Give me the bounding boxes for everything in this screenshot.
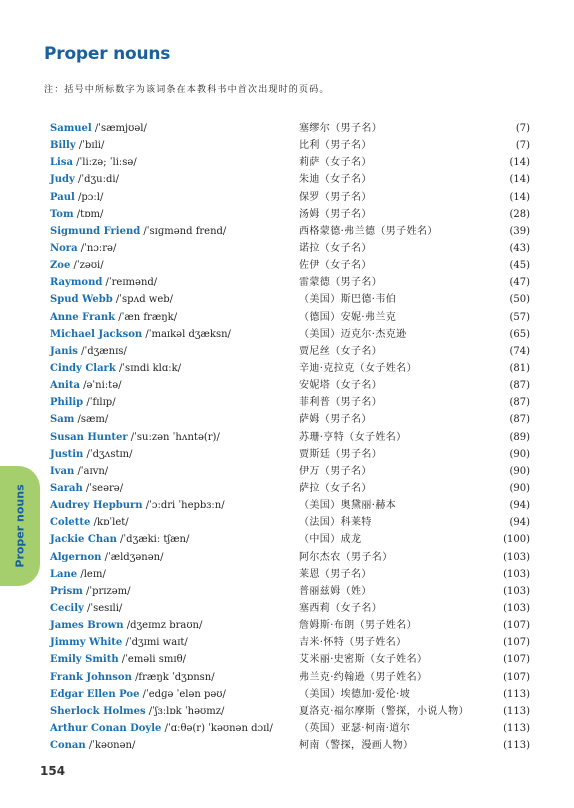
entry-name: Sigmund Friend: [50, 225, 141, 237]
entry-name: Conan: [50, 740, 86, 752]
entry-pronunciation: /ˈdʒækiː tʃæn/: [120, 534, 190, 546]
list-item: [50, 429, 530, 446]
entry-pronunciation: /dʒeɪmz braʊn/: [126, 620, 203, 632]
entry-page: (103): [503, 568, 530, 580]
entry-name: Sarah: [50, 482, 83, 494]
entry-page: (28): [509, 208, 530, 220]
entry-name: Lane: [50, 568, 78, 580]
entry-pronunciation: /ˈdʒuːdi/: [78, 174, 119, 186]
entry-chinese: 詹姆斯·布朗（男子姓名）: [299, 620, 417, 632]
entry-name: Spud Webb: [50, 294, 113, 306]
entry-name: Arthur Conan Doyle: [50, 722, 162, 734]
entry-name: Frank Johnson: [50, 671, 132, 683]
entry-pronunciation: /ˈseərə/: [85, 482, 124, 494]
entry-page: (103): [503, 602, 530, 614]
footnote-note: 注：括号中所标数字为该词条在本教科书中首次出现时的页码。: [44, 85, 330, 95]
entry-page: (14): [509, 157, 530, 169]
list-item: [50, 360, 530, 377]
entry-chinese: 塞西莉（女子名）: [299, 602, 383, 614]
entry-chinese: 雷蒙德（男子名）: [299, 277, 383, 289]
entry-pronunciation: /ˈsɪndi klɑːk/: [118, 362, 182, 374]
entry-pronunciation: /tɒm/: [76, 208, 104, 220]
section-side-tab: [0, 466, 40, 586]
entry-page: (103): [503, 585, 530, 597]
entry-name: Justin: [50, 448, 84, 460]
entry-chinese: 艾米丽·史密斯（女子姓名）: [299, 654, 428, 666]
entry-pronunciation: /kɒˈlet/: [93, 517, 129, 529]
list-item: [50, 446, 530, 463]
entry-page: (14): [509, 191, 530, 203]
list-item: [50, 137, 530, 154]
entry-name: Janis: [50, 345, 78, 357]
entry-name: Edgar Ellen Poe: [50, 688, 140, 700]
entry-page: (57): [509, 311, 530, 323]
list-item: [50, 703, 530, 720]
entry-chinese: 苏珊·亨特（女子姓名）: [299, 431, 407, 443]
entry-page: (7): [515, 123, 530, 134]
list-item: [50, 600, 530, 617]
entry-pronunciation: /ˈspʌd web/: [115, 294, 174, 306]
list-item: [50, 497, 530, 514]
entry-pronunciation: /ˈdʒænɪs/: [81, 345, 127, 357]
entry-name: Sam: [50, 414, 75, 426]
entry-pronunciation: /ˈdʒʌstɪn/: [86, 448, 133, 460]
list-item: [50, 480, 530, 497]
list-item: [50, 377, 530, 394]
entry-chinese: （英国）亚瑟·柯南·道尔: [299, 722, 411, 734]
entry-chinese: 西格蒙德·弗兰德（男子姓名）: [299, 225, 438, 237]
entry-page: (90): [509, 448, 530, 460]
list-item: [50, 240, 530, 257]
entry-name: Emily Smith: [50, 654, 119, 666]
list-item: [50, 411, 530, 428]
entry-pronunciation: /leɪn/: [80, 568, 106, 580]
page-number: 154: [40, 764, 66, 778]
entry-name: Anne Frank: [50, 311, 116, 323]
entry-chinese: （法国）科莱特: [299, 517, 372, 529]
list-item: [50, 549, 530, 566]
entry-pronunciation: /ˈaɪvn/: [77, 465, 109, 477]
entry-pronunciation: /ˈældʒənən/: [104, 551, 164, 563]
entry-pronunciation: /pɔːl/: [78, 191, 104, 203]
entry-page: (45): [509, 260, 530, 272]
entry-pronunciation: /əˈniːtə/: [83, 380, 122, 392]
entry-chinese: （中国）成龙: [299, 534, 362, 546]
entry-page: (74): [509, 345, 530, 357]
entry-pronunciation: /ˈnɔːrə/: [80, 242, 117, 254]
entry-page: (7): [515, 140, 530, 152]
entry-pronunciation: /ˈedɡə ˈelən pəʊ/: [142, 688, 226, 700]
list-item: [50, 223, 530, 240]
list-item: [50, 617, 530, 634]
entry-name: Prism: [50, 585, 83, 597]
entry-pronunciation: /ˈɔːdri ˈhepbɜːn/: [145, 500, 225, 512]
entry-name: Jackie Chan: [50, 534, 117, 546]
entry-page: (87): [509, 380, 530, 392]
entry-name: Sherlock Holmes: [50, 705, 146, 717]
entry-chinese: 莉萨（女子名）: [299, 157, 372, 169]
entry-name: Cecily: [50, 602, 84, 614]
entry-name: Billy: [50, 140, 76, 152]
entry-chinese: 萨姆（男子名）: [299, 414, 372, 426]
entry-name: Lisa: [50, 157, 73, 169]
entry-pronunciation: /ˈkəʊnən/: [88, 740, 136, 752]
list-item: [50, 531, 530, 548]
entry-pronunciation: /ˈsesɪli/: [87, 602, 123, 614]
list-item: [50, 583, 530, 600]
entry-chinese: 汤姆（男子名）: [299, 208, 372, 220]
entry-chinese: 弗兰克·约翰逊（男子姓名）: [299, 671, 428, 683]
list-item: [50, 171, 530, 188]
entry-pronunciation: /ˈfɪlɪp/: [86, 397, 116, 409]
list-item: [50, 274, 530, 291]
list-item: [50, 566, 530, 583]
proper-nouns-list: [50, 120, 530, 754]
entry-page: (65): [509, 328, 530, 340]
entry-pronunciation: /ˈprɪzəm/: [86, 585, 131, 597]
entry-pronunciation: /ˈsɪɡmənd frend/: [143, 225, 227, 237]
entry-chinese: （美国）迈克尔·杰克逊: [299, 328, 407, 340]
entry-chinese: 辛迪·克拉克（女子姓名）: [299, 362, 417, 374]
entry-chinese: 比利（男子名）: [299, 140, 372, 152]
list-item: [50, 669, 530, 686]
entry-name: Philip: [50, 397, 84, 409]
entry-page: (107): [503, 671, 530, 683]
entry-name: Jimmy White: [50, 637, 123, 649]
entry-page: (113): [503, 688, 530, 700]
entry-page: (87): [509, 397, 530, 409]
entry-name: Samuel: [50, 123, 92, 134]
entry-page: (107): [503, 637, 530, 649]
entry-chinese: 阿尔杰农（男子名）: [299, 551, 393, 563]
entry-name: James Brown: [50, 620, 124, 632]
entry-page: (89): [509, 431, 530, 443]
entry-chinese: 吉米·怀特（男子姓名）: [299, 637, 407, 649]
entry-page: (90): [509, 482, 530, 494]
entry-pronunciation: /ˈsuːzən ˈhʌntə(r)/: [130, 431, 220, 443]
entry-page: (81): [509, 362, 530, 374]
entry-page: (50): [509, 294, 530, 306]
list-item: [50, 737, 530, 754]
entry-pronunciation: /ˈʃɜːlɒk ˈhəʊmz/: [148, 705, 225, 717]
list-item: [50, 154, 530, 171]
list-item: [50, 257, 530, 274]
entry-chinese: 伊万（男子名）: [299, 465, 372, 477]
entry-name: Tom: [50, 208, 74, 220]
list-item: [50, 189, 530, 206]
entry-page: (90): [509, 465, 530, 477]
side-tab-label: Proper nouns: [13, 484, 27, 568]
entry-page: (113): [503, 740, 530, 752]
entry-pronunciation: /ˈæn fræŋk/: [118, 311, 178, 323]
entry-name: Nora: [50, 242, 78, 254]
entry-chinese: 莱恩（男子名）: [299, 568, 372, 580]
list-item: [50, 309, 530, 326]
entry-pronunciation: /ˈliːzə; ˈliːsə/: [76, 157, 137, 169]
list-item: [50, 651, 530, 668]
entry-pronunciation: /ˈdʒɪmi waɪt/: [125, 637, 188, 649]
entry-name: Zoe: [50, 260, 71, 272]
entry-name: Ivan: [50, 465, 75, 477]
entry-page: (113): [503, 722, 530, 734]
list-item: [50, 394, 530, 411]
entry-page: (14): [509, 174, 530, 186]
entry-page: (94): [509, 517, 530, 529]
entry-name: Colette: [50, 517, 91, 529]
entry-chinese: 塞缪尔（男子名）: [299, 123, 383, 134]
entry-chinese: 贾斯廷（男子名）: [299, 448, 383, 460]
entry-pronunciation: /ˈsæmjʊəl/: [94, 123, 147, 134]
entry-pronunciation: /ˈmaɪkəl dʒæksn/: [145, 328, 231, 340]
entry-page: (103): [503, 551, 530, 563]
entry-name: Susan Hunter: [50, 431, 128, 443]
entry-page: (107): [503, 654, 530, 666]
entry-pronunciation: /fræŋk ˈdʒɒnsn/: [135, 671, 215, 683]
entry-chinese: 柯南（警探，漫画人物）: [299, 740, 414, 752]
entry-chinese: 诺拉（女子名）: [299, 242, 372, 254]
list-item: [50, 463, 530, 480]
entry-pronunciation: /ˈzəʊi/: [73, 260, 104, 272]
list-item: [50, 514, 530, 531]
entry-name: Algernon: [50, 551, 102, 563]
entry-chinese: （德国）安妮·弗兰克: [299, 311, 397, 323]
entry-name: Judy: [50, 174, 75, 186]
entry-page: (43): [509, 242, 530, 254]
entry-pronunciation: /ˈbɪli/: [78, 140, 105, 152]
entry-chinese: （美国）埃德加·爱伦·坡: [299, 688, 411, 700]
entry-chinese: （美国）斯巴德·韦伯: [299, 294, 397, 306]
entry-name: Raymond: [50, 277, 103, 289]
entry-page: (107): [503, 620, 530, 632]
entry-page: (113): [503, 705, 530, 717]
list-item: [50, 120, 530, 137]
entry-chinese: 萨拉（女子名）: [299, 482, 372, 494]
list-item: [50, 291, 530, 308]
entry-name: Audrey Hepburn: [50, 500, 143, 512]
entry-name: Paul: [50, 191, 75, 203]
entry-pronunciation: /ˈreɪmənd/: [105, 277, 158, 289]
list-item: [50, 720, 530, 737]
list-item: [50, 206, 530, 223]
entry-name: Cindy Clark: [50, 362, 116, 374]
entry-chinese: 菲利普（男子名）: [299, 397, 383, 409]
entry-pronunciation: /ˈeməli smɪθ/: [121, 654, 186, 666]
entry-pronunciation: /ˈɑːθə(r) ˈkəʊnən dɔɪl/: [164, 722, 273, 734]
entry-page: (94): [509, 500, 530, 512]
entry-chinese: 贾尼丝（女子名）: [299, 345, 383, 357]
entry-page: (87): [509, 414, 530, 426]
entry-pronunciation: /sæm/: [77, 414, 109, 426]
entry-page: (100): [503, 534, 530, 546]
entry-chinese: 安妮塔（女子名）: [299, 380, 383, 392]
entry-chinese: 夏洛克·福尔摩斯（警探，小说人物）: [299, 705, 469, 717]
list-item: [50, 686, 530, 703]
page-title: Proper nouns: [44, 44, 171, 64]
entry-page: (39): [509, 225, 530, 237]
entry-name: Michael Jackson: [50, 328, 143, 340]
entry-chinese: 普丽兹姆（姓）: [299, 585, 372, 597]
list-item: [50, 326, 530, 343]
entry-chinese: （美国）奥黛丽·赫本: [299, 500, 397, 512]
list-item: [50, 343, 530, 360]
list-item: [50, 634, 530, 651]
entry-page: (47): [509, 277, 530, 289]
entry-chinese: 朱迪（女子名）: [299, 174, 372, 186]
entry-name: Anita: [50, 380, 80, 392]
entry-chinese: 佐伊（女子名）: [299, 260, 372, 272]
entry-chinese: 保罗（男子名）: [299, 191, 372, 203]
